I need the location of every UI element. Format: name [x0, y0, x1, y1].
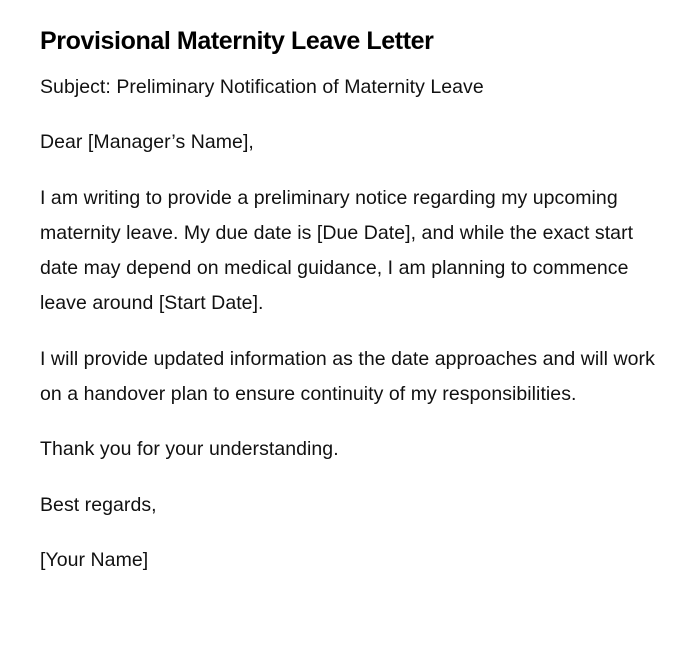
letter-paragraph-1: I am writing to provide a preliminary notice regarding my upcoming maternity leave. My due date is [Due Date], and while the exact start date may depend on medical guidance, I am planning to commence leave around [Start Date]. [40, 186, 634, 315]
letter-subject: Subject: Preliminary Notification of Maternity Leave [40, 76, 484, 98]
letter-signature: [Your Name] [40, 548, 149, 571]
letter-closing: Best regards, [40, 493, 157, 516]
letter-title: Provisional Maternity Leave Letter [40, 27, 434, 55]
letter-paragraph-2: I will provide updated information as the date approaches and will work on a handover plan to ensure continuity of my responsibilities. [40, 347, 655, 406]
letter-thanks: Thank you for your understanding. [40, 438, 339, 461]
letter-salutation: Dear [Manager’s Name], [40, 131, 254, 154]
